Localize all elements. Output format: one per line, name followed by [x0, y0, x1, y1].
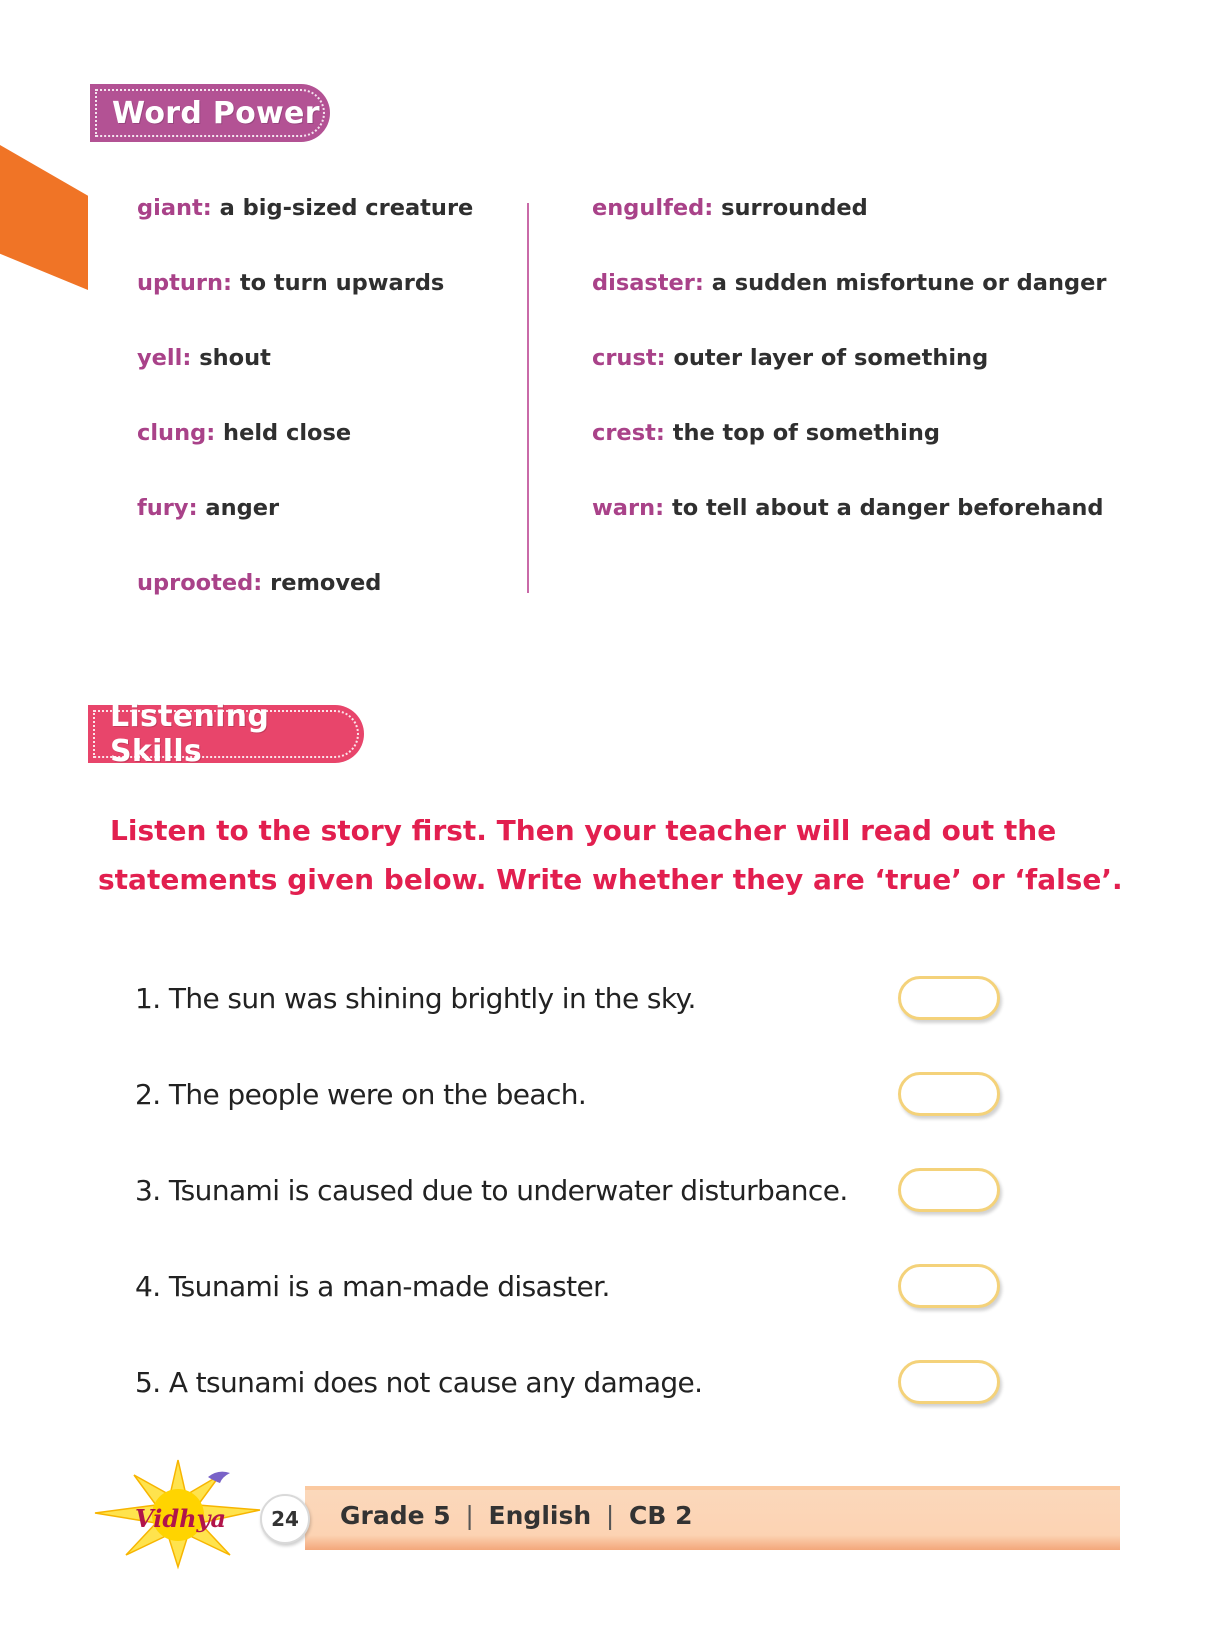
vocab-definition: a big-sized creature: [219, 195, 474, 221]
vocab-item: [137, 495, 473, 570]
vocab-definition: a sudden misfortune or danger: [711, 270, 1107, 296]
vocab-term: fury:: [137, 495, 198, 521]
vocab-list-left: [137, 195, 473, 645]
statement-5: 5. A tsunami does not cause any damage.: [135, 1366, 703, 1399]
vocab-term: disaster:: [592, 270, 704, 296]
vocab-term: clung:: [137, 420, 216, 446]
statement-2: 2. The people were on the beach.: [135, 1078, 587, 1111]
vocab-item: [592, 420, 1106, 495]
vocab-term: crust:: [592, 345, 666, 371]
vocab-term: warn:: [592, 495, 665, 521]
vocab-item: [137, 570, 473, 645]
listening-skills-title: Listening Skills: [110, 699, 270, 769]
vocab-term: uprooted:: [137, 570, 263, 596]
vocab-term: upturn:: [137, 270, 233, 296]
statement-3: 3. Tsunami is caused due to underwater disturbance.: [135, 1174, 848, 1207]
vocab-definition: anger: [205, 495, 280, 521]
listening-skills-heading: [88, 699, 364, 769]
vocab-definition: held close: [223, 420, 352, 446]
orange-page-tab: [0, 145, 88, 290]
vocab-list-right: [592, 195, 1106, 570]
vocab-item: [137, 345, 473, 420]
instruction-line-1: Listen to the story first. Then your teacher will read out the: [110, 814, 1057, 847]
logo-text: Vidhya: [135, 1504, 227, 1533]
footer-separator: |: [605, 1501, 615, 1530]
vocab-definition: to tell about a danger beforehand: [671, 495, 1104, 521]
answer-box-3[interactable]: [898, 1168, 1000, 1212]
vocab-definition: removed: [270, 570, 382, 596]
answer-box-5[interactable]: [898, 1360, 1000, 1404]
vocab-item: [137, 270, 473, 345]
footer-grade: Grade 5: [340, 1501, 451, 1530]
vocab-definition: outer layer of something: [673, 345, 989, 371]
word-power-title: Word Power: [112, 95, 320, 131]
page-number: 24: [260, 1494, 310, 1544]
statement-4: 4. Tsunami is a man-made disaster.: [135, 1270, 610, 1303]
vocab-item: [592, 345, 1106, 420]
vocab-term: crest:: [592, 420, 665, 446]
answer-box-2[interactable]: [898, 1072, 1000, 1116]
footer-subject: English: [488, 1501, 592, 1530]
vocab-item: [137, 195, 473, 270]
vocab-item: [592, 195, 1106, 270]
vocab-definition: the top of something: [672, 420, 940, 446]
vocab-definition: shout: [199, 345, 271, 371]
vocab-item: [592, 270, 1106, 345]
footer-separator: |: [465, 1501, 474, 1530]
word-power-heading: [90, 84, 330, 142]
vocab-term: yell:: [137, 345, 192, 371]
instruction-line-2: statements given below. Write whether they are ‘true’ or ‘false’.: [98, 863, 1123, 896]
footer-book: CB 2: [629, 1501, 693, 1530]
statement-1: 1. The sun was shining brightly in the sky.: [135, 982, 696, 1015]
vocab-definition: surrounded: [721, 195, 868, 221]
vocab-definition: to turn upwards: [239, 270, 445, 296]
footer-book-info: [340, 1501, 693, 1530]
vocab-term: giant:: [137, 195, 212, 221]
vocab-term: engulfed:: [592, 195, 714, 221]
vocab-item: [137, 420, 473, 495]
vocab-item: [592, 495, 1106, 570]
vocab-divider: [527, 203, 529, 593]
listening-instruction: [98, 806, 1138, 904]
answer-box-1[interactable]: [898, 976, 1000, 1020]
answer-box-4[interactable]: [898, 1264, 1000, 1308]
vidhya-logo: [90, 1455, 265, 1570]
